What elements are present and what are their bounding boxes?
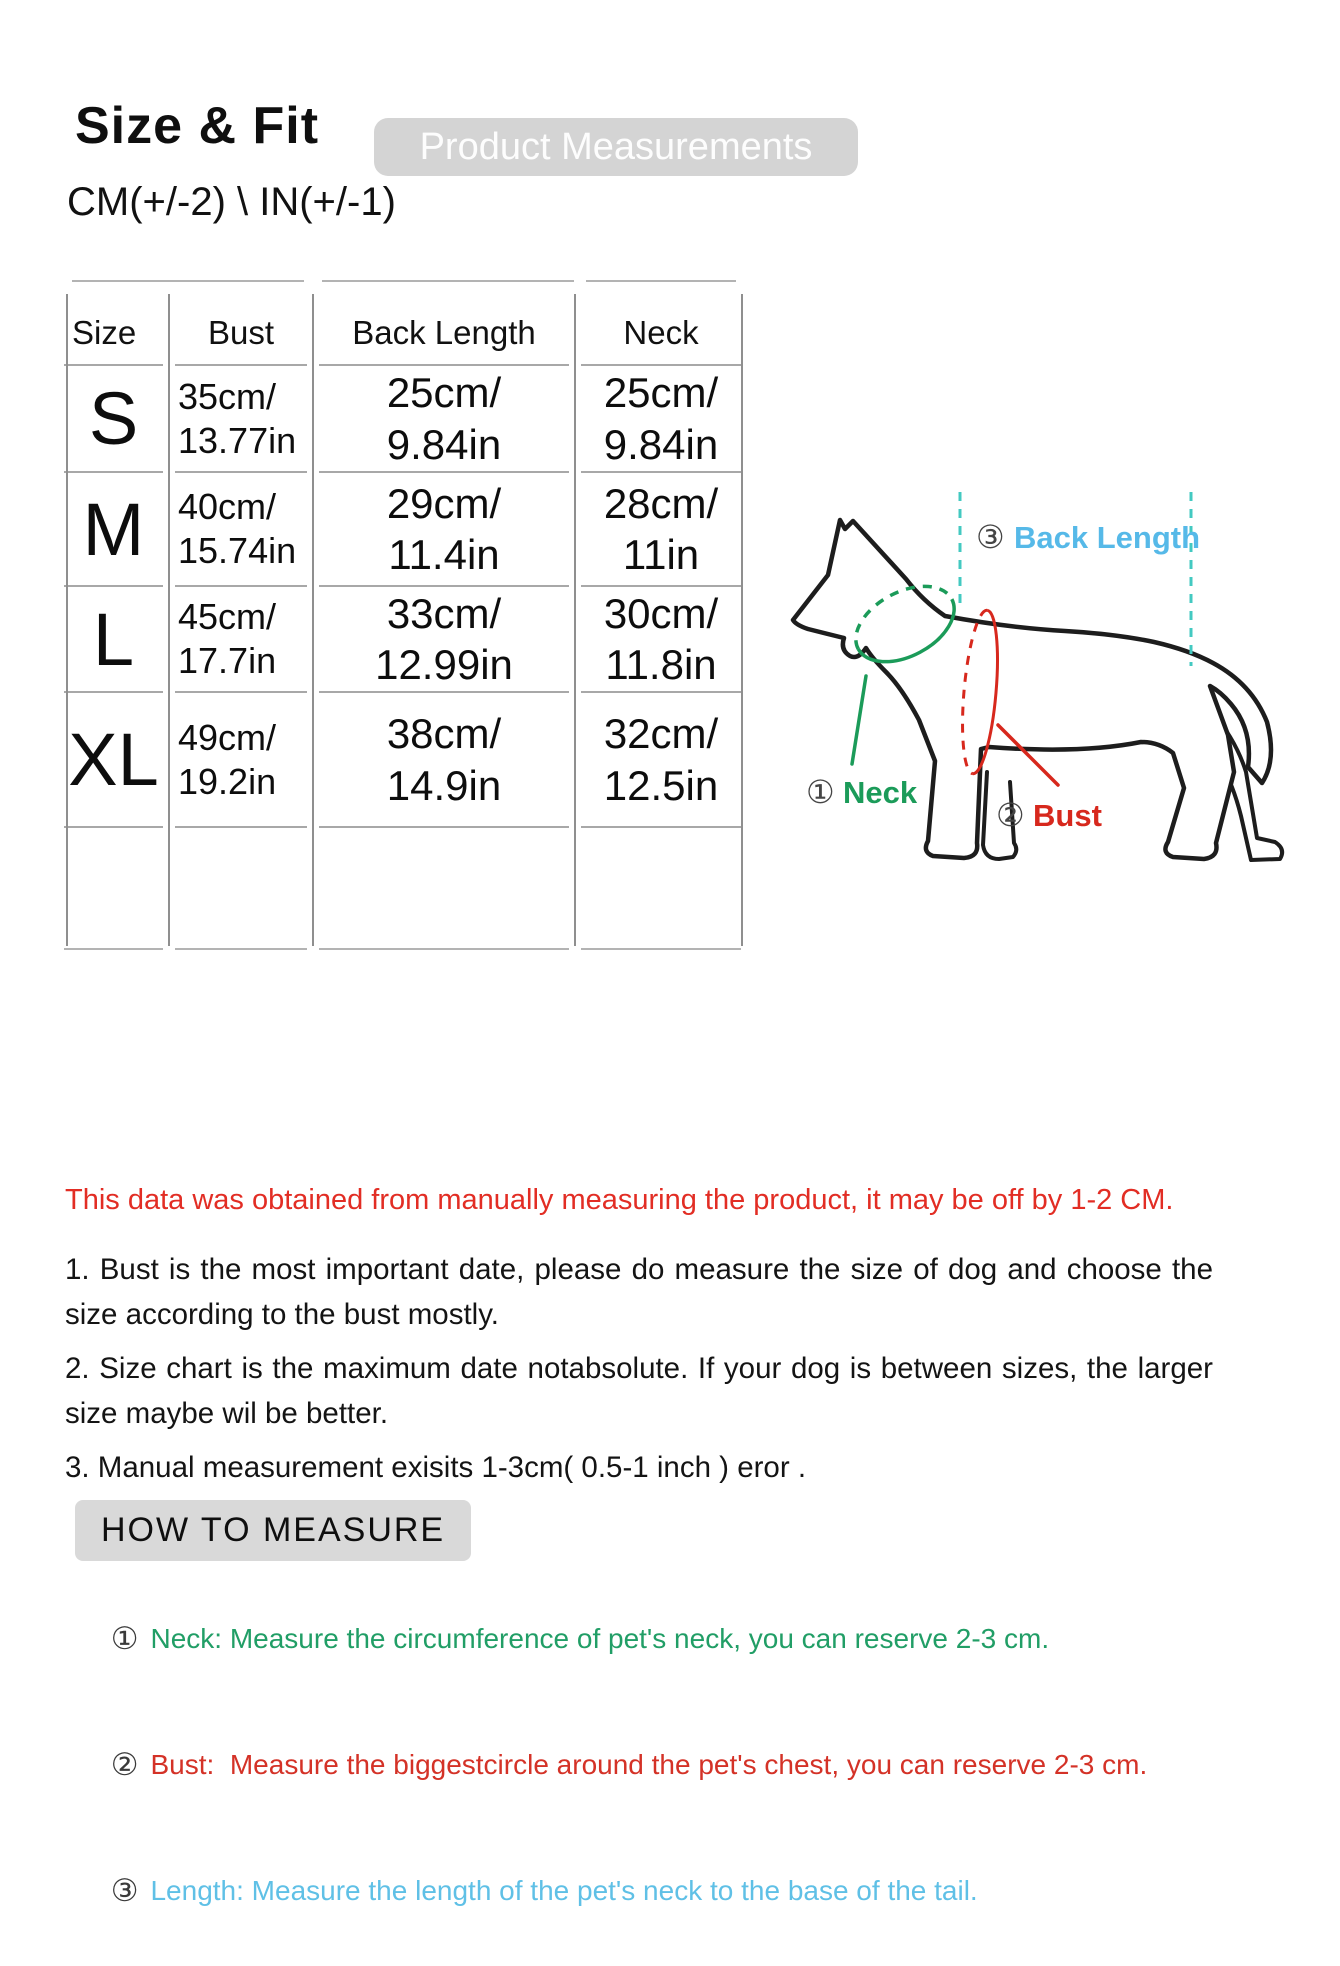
back-in: 11.4in [388, 531, 500, 578]
how-to-measure-heading: HOW TO MEASURE [75, 1500, 471, 1561]
table-header-neck: Neck [581, 280, 741, 366]
neck-pointer-line [852, 676, 866, 764]
table-top-line [586, 280, 736, 282]
dog-measurement-diagram [680, 420, 1340, 920]
size-cell: L [64, 587, 163, 693]
table-vertical-line [168, 294, 170, 946]
neck-in: 9.84in [603, 420, 719, 468]
back-length-cell [319, 693, 569, 828]
empty-cell [319, 828, 569, 950]
neck-label: Neck [843, 775, 918, 810]
neck-cm: 30cm/ [603, 589, 719, 637]
table-top-line [322, 280, 574, 282]
size-chart-table [64, 280, 747, 950]
table-header-bust: Bust [175, 280, 307, 366]
back-cm: 38cm/ [386, 710, 502, 758]
page-title: Size & Fit [75, 97, 320, 155]
measure-item-text: Bust: Measure the biggestcircle around the pet's chest, you can reserve 2-3 cm. [150, 1749, 1148, 1780]
bust-in: 15.74in [178, 530, 297, 571]
bust-cell [175, 473, 307, 587]
bust-cell [175, 587, 307, 693]
bust-cm: 35cm/ [178, 375, 277, 417]
back-in: 14.9in [386, 761, 502, 809]
neck-number: ① [806, 774, 835, 810]
measure-item-text: Neck: Measure the circumference of pet's neck, you can reserve 2-3 cm. [150, 1623, 1050, 1654]
size-cell: M [64, 473, 163, 587]
circled-2-icon: ② [110, 1747, 139, 1782]
table-top-line [72, 280, 304, 282]
measure-item-bust [64, 1714, 1284, 1816]
neck-cm: 25cm/ [603, 369, 719, 417]
neck-in: 11.8in [605, 641, 717, 688]
bust-in: 19.2in [178, 760, 277, 802]
bust-number: ② [996, 797, 1025, 833]
back-length-cell [319, 473, 569, 587]
neck-cm: 28cm/ [603, 479, 719, 527]
empty-cell [64, 828, 163, 950]
size-cell: S [64, 366, 163, 473]
bust-in: 17.7in [178, 640, 277, 681]
notes-section [65, 1184, 1213, 1499]
back-length-number: ③ [976, 519, 1005, 555]
back-length-cell [319, 587, 569, 693]
empty-cell [175, 828, 307, 950]
bust-in: 13.77in [178, 419, 297, 461]
note-item: 2. Size chart is the maximum date notabsolute. If your dog is between sizes, the larger size maybe wil be better. [65, 1352, 1213, 1430]
neck-in: 12.5in [603, 761, 719, 809]
measure-item-length [64, 1840, 1284, 1942]
table-header-back-length: Back Length [319, 280, 569, 366]
note-item: 1. Bust is the most important date, please do measure the size of dog and choose the size according to the bust mostly. [65, 1253, 1213, 1331]
measure-item-neck [64, 1588, 1284, 1690]
bust-cell [175, 693, 307, 828]
back-length-label: Back Length [1014, 520, 1201, 555]
measurement-disclaimer: This data was obtained from manually measuring the product, it may be off by 1-2 CM. [65, 1184, 1174, 1216]
bust-cm: 49cm/ [178, 716, 277, 758]
back-in: 9.84in [386, 420, 502, 468]
back-cm: 25cm/ [386, 369, 502, 417]
bust-label: Bust [1033, 798, 1102, 833]
table-header-size: Size [64, 280, 163, 366]
back-length-cell [319, 366, 569, 473]
table-vertical-line [66, 294, 68, 946]
bust-cm: 40cm/ [178, 486, 277, 528]
back-in: 12.99in [375, 641, 513, 688]
bust-cell [175, 366, 307, 473]
circled-3-icon: ③ [110, 1873, 139, 1908]
product-measurements-badge: Product Measurements [374, 118, 858, 176]
neck-in: 11in [622, 531, 700, 578]
tolerance-note: CM(+/-2) \ IN(+/-1) [67, 180, 396, 224]
back-cm: 29cm/ [386, 479, 502, 527]
size-cell: XL [64, 693, 163, 828]
circled-1-icon: ① [110, 1621, 139, 1656]
table-vertical-line [312, 294, 314, 946]
note-item: 3. Manual measurement exisits 1-3cm( 0.5-1 inch ) eror . [65, 1451, 807, 1484]
table-vertical-line [574, 294, 576, 946]
measure-item-text: Length: Measure the length of the pet's neck to the base of the tail. [150, 1875, 978, 1906]
neck-cm: 32cm/ [603, 710, 719, 758]
how-to-measure-list [64, 1588, 1284, 1966]
back-cm: 33cm/ [386, 589, 502, 637]
bust-cm: 45cm/ [178, 596, 277, 638]
